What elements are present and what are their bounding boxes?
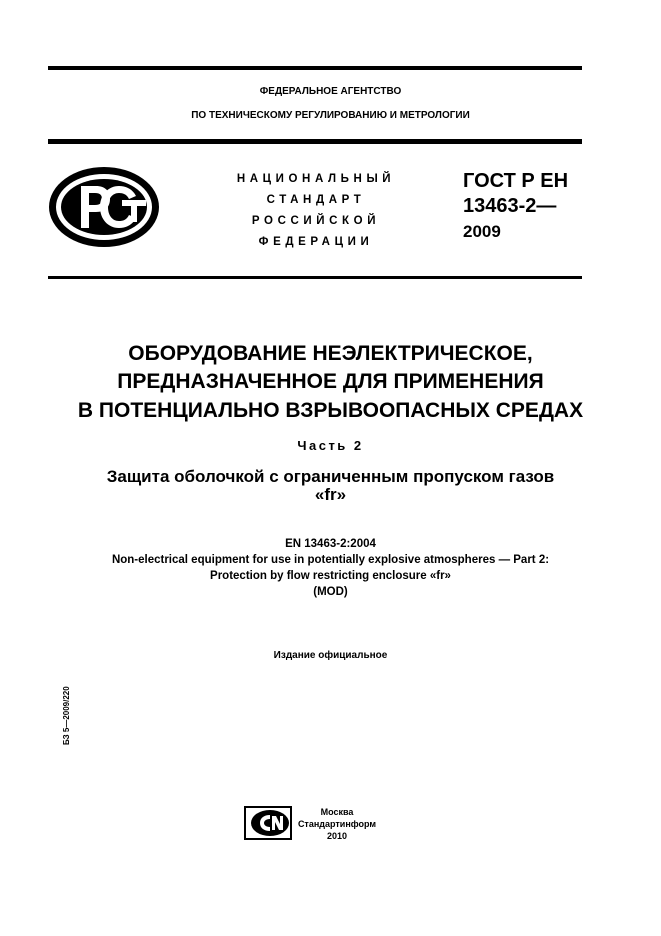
national-standard-line-3: РОССИЙСКОЙ [251, 215, 381, 227]
subtitle-line-2: «fr» [314, 485, 347, 504]
national-standard-line-4: ФЕДЕРАЦИИ [258, 236, 374, 248]
en-title-line-2: Protection by flow restricting enclosure «fr» [210, 570, 451, 582]
national-standard-line-1: НАЦИОНАЛЬНЫЙ [236, 173, 396, 185]
gost-designation-line-1: ГОСТ Р ЕН [463, 170, 569, 192]
block-rule [48, 276, 582, 279]
title-line-1: ОБОРУДОВАНИЕ НЕЭЛЕКТРИЧЕСКОЕ, [128, 342, 533, 365]
agency-line-1: ФЕДЕРАЛЬНОЕ АГЕНТСТВО [259, 86, 402, 97]
gost-designation-year: 2009 [463, 222, 501, 241]
top-rule [48, 66, 582, 70]
side-code: БЗ 5—2009/220 [62, 686, 71, 745]
national-standard-line-2: СТАНДАРТ [266, 194, 366, 206]
agency-line-2: ПО ТЕХНИЧЕСКОМУ РЕГУЛИРОВАНИЮ И МЕТРОЛОГИИ [191, 110, 470, 121]
publisher-year: 2010 [326, 831, 348, 841]
part-number: Часть 2 [297, 438, 364, 453]
header-rule [48, 139, 582, 144]
en-code: EN 13463-2:2004 [285, 538, 376, 550]
publisher-name: Стандартинформ [297, 819, 377, 829]
title-line-2: ПРЕДНАЗНАЧЕННОЕ ДЛЯ ПРИМЕНЕНИЯ [117, 370, 544, 393]
subtitle-line-1: Защита оболочкой с ограниченным пропуском газов [106, 467, 555, 486]
gost-designation-line-2: 13463-2— [463, 195, 557, 217]
edition-label: Издание официальное [273, 650, 388, 661]
standartinform-logo-icon [244, 806, 292, 840]
en-title-line-1: Non-electrical equipment for use in potentially explosive atmospheres — Part 2: [111, 554, 550, 566]
en-modification: (MOD) [313, 586, 348, 598]
publisher-city: Москва [320, 807, 354, 817]
rst-gost-logo-icon [48, 166, 160, 248]
title-line-3: В ПОТЕНЦИАЛЬНО ВЗРЫВООПАСНЫХ СРЕДАХ [77, 399, 584, 422]
